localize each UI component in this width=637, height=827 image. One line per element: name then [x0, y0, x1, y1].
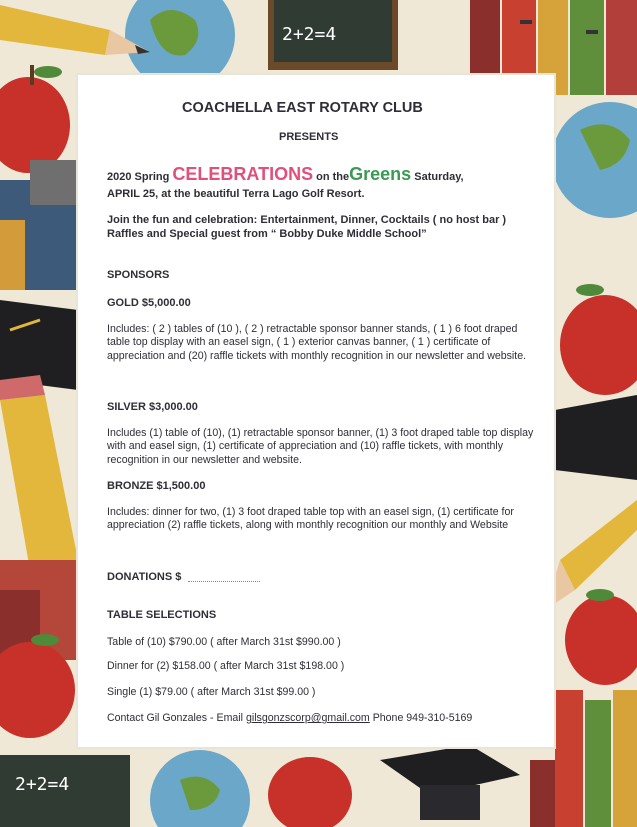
event-headline: 2020 Spring CELEBRATIONS on theGreens Saturday, [107, 164, 464, 184]
join-line-1: Join the fun and celebration: Entertainment, Dinner, Cocktails ( no host bar ) [107, 214, 507, 226]
table-selections-heading: TABLE SELECTIONS [107, 609, 217, 621]
contact-email-link[interactable]: gilsgonzscorp@gmail.com [245, 712, 370, 724]
gold-description: Includes: ( 2 ) tables of (10 ), ( 2 ) retractable sponsor banner stands, ( 1 ) 6 foot draped table top display with an easel sign, ( 1 ) exterior canvas banner, ( 1 ) certificate of appreciation and (20) raffle tickets with monthly recognition in our newsletter and website. [107, 323, 527, 362]
table-option: Single (1) $79.00 ( after March 31st $99.00 ) [107, 686, 316, 698]
bronze-description: Includes: dinner for two, (1) 3 foot draped table top with an easel sign, (1) certificate for appreciation (2) raffle tickets, along with monthly recognition our monthly and Website [107, 506, 514, 532]
presents-label: PRESENTS [279, 131, 339, 143]
chalkboard-icon [0, 755, 130, 827]
silver-description: Includes (1) table of (10), (1) retractable sponsor banner, (1) 3 foot draped table top display with and easel sign, (1) certificate of appreciation and (10) raffle tickets, with monthly recognition in our newsletter and website. [107, 427, 534, 466]
contact-line: Contact Gil Gonzales - Email gilsgonzscorp@gmail.com Phone 949-310-5169 [107, 712, 473, 724]
table-option: Table of (10) $790.00 ( after March 31st $990.00 ) [107, 636, 341, 648]
sponsors-heading: SPONSORS [107, 269, 170, 281]
chalkboard-icon [268, 0, 398, 70]
join-line-2: Raffles and Special guest from “ Bobby Duke Middle School” [107, 228, 427, 240]
donations-blank-line [188, 581, 260, 582]
gold-title: GOLD $5,000.00 [107, 297, 191, 309]
donations-label: DONATIONS $ [107, 571, 182, 583]
org-title: COACHELLA EAST ROTARY CLUB [182, 100, 423, 116]
chalk-text-bottom: 2+2=4 [15, 774, 70, 795]
table-option: Dinner for (2) $158.00 ( after March 31st $198.00 ) [107, 660, 345, 672]
event-date-venue: APRIL 25, at the beautiful Terra Lago Golf Resort. [107, 188, 365, 200]
silver-title: SILVER $3,000.00 [107, 401, 198, 413]
greens-word: Greens [349, 164, 412, 184]
celebrations-word: CELEBRATIONS [172, 164, 314, 184]
chalk-text-top: 2+2=4 [282, 24, 337, 45]
bronze-title: BRONZE $1,500.00 [107, 480, 206, 492]
